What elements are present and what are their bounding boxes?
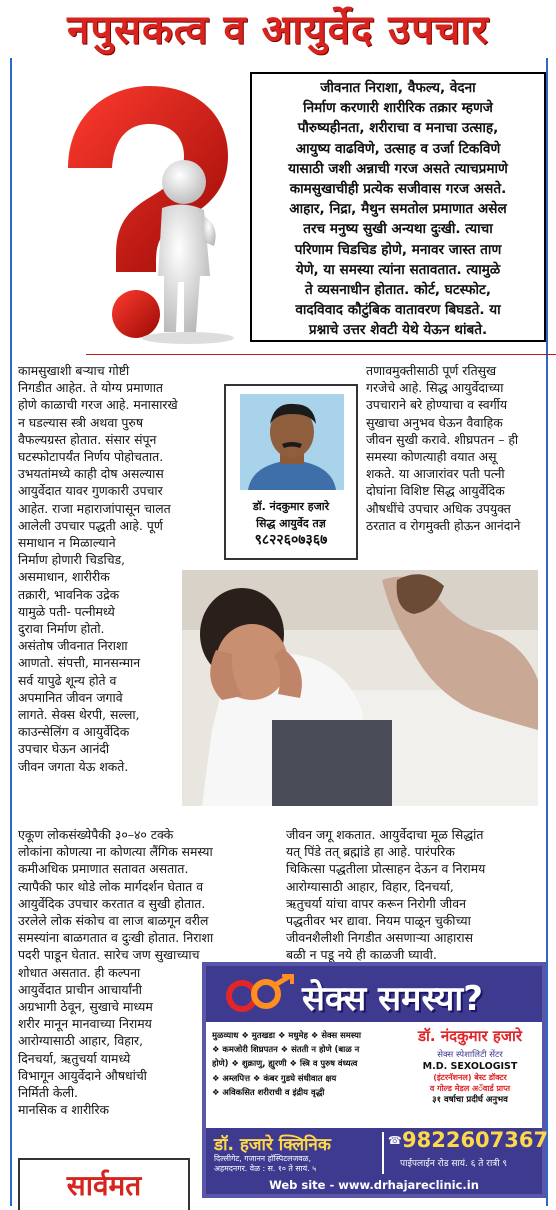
- article-line: सुखाचा अनुभव घेऊन वैवाहिक: [366, 414, 503, 430]
- article-line: उपचाराने बरे होण्याचा व स्वर्गीय: [366, 397, 508, 413]
- article-line: आणतो. संपत्ती, मानसन्मान: [18, 655, 141, 671]
- ad-degree: M.D. SEXOLOGIST: [422, 1061, 518, 1072]
- author-card: [224, 384, 358, 560]
- article-line: दुरावा निर्माण होतो.: [18, 621, 105, 637]
- article-line: कमीअधिक प्रमाणात सतावत असतात.: [18, 861, 189, 877]
- article-line: असंतोष जीवनात निराशा: [18, 638, 128, 654]
- ad-clinic-name: डॉ. हजारे क्लिनिक: [214, 1135, 331, 1155]
- article-line: समस्या कोणत्याही वयात असू: [366, 449, 497, 465]
- ad-website: Web site - www.drhajareclinic.in: [269, 1178, 479, 1192]
- article-line: आरोग्यासाठी आहार, विहार,: [18, 1033, 144, 1049]
- article-line: यत् पिंडे तत् ब्रह्मांडे हा आहे. पारंपरिक: [286, 844, 455, 860]
- article-line: पद्धतीवर भर द्यावा. नियम पाळून चुकीच्या: [286, 913, 471, 929]
- intro-line: कामसुखाचीही प्रत्येक सजीवास गरज असते.: [289, 181, 507, 198]
- article-line: औषधींचे उपचार अधिक उपयुक्त: [366, 500, 511, 516]
- intro-line: परिणाम चिडचिड होणे, मनावर जास्त ताण: [294, 241, 502, 258]
- ad-service-line: ❖ अम्लपित्त ❖ कंबर गुडघे संधीवात क्षय: [212, 1072, 337, 1083]
- ad-center: सेक्स स्पेशालिटी सेंटर: [437, 1050, 503, 1060]
- article-line: उपचार घेऊन आनंदी: [18, 741, 110, 757]
- ad-doctor-block: [398, 1026, 542, 1105]
- article-line: निर्मिती केली.: [18, 1085, 78, 1101]
- article-line: गरजेचे आहे. सिद्ध आयुर्वेदाच्या: [366, 380, 504, 396]
- article-line: घटस्फोटापर्यंत निर्णय पोहोचतात.: [18, 449, 164, 465]
- ad-award-line: (इंटरनॅशनल) बेस्ट डॉक्टर: [433, 1073, 507, 1082]
- article-line: आयुर्वेदात यावर गुणकारी उपचार: [18, 483, 163, 499]
- article-line: निगडीत आहेत. ते योग्य प्रमाणात: [18, 380, 163, 396]
- article-line: ठरतात व रोगमुक्ती होऊन आनंदाने: [366, 517, 521, 533]
- intro-line: पौरुष्यहीनता, शरीराचा व मनाचा उत्साह,: [297, 120, 499, 137]
- intro-line: आहार, निद्रा, मैथुन समतोल प्रमाणात असेल: [289, 201, 507, 218]
- divider-rule: [86, 354, 556, 355]
- newspaper-logo: [18, 1158, 190, 1210]
- ad-divider: [382, 1132, 384, 1174]
- article-line: आरोग्यासाठी आहार, विहार, दिनचर्या,: [286, 878, 454, 894]
- gender-symbol-icon: [220, 974, 296, 1022]
- newspaper-logo-text: सार्वमत: [66, 1169, 142, 1202]
- ad-address-line: दिल्लीगेट, गजानन हॉस्पिटलजवळ,: [214, 1154, 311, 1163]
- article-line: चिकित्सा पद्धतीला प्रोत्साहन देऊन व निरामय: [286, 861, 486, 877]
- article-line: जीवन जगू शकतात. आयुर्वेदाचा मूळ सिद्धांत: [286, 827, 484, 842]
- intro-line: आयुष्य वाढविणे, उत्साह व उर्जा टिकविणे: [295, 140, 501, 157]
- intro-line: प्रश्नाचे उत्तर शेवटी येथे येऊन थांबते.: [308, 322, 488, 339]
- headline: नपुसकत्व व आयुर्वेद उपचार: [67, 7, 489, 53]
- author-phone: ९८२२६०७३६७: [254, 532, 328, 548]
- article-line: अपमानित जीवन जगावे: [18, 689, 123, 705]
- article-line: समाधान न मिळाल्याने: [18, 535, 116, 551]
- article-line: दोघांना विशिष्ट सिद्ध आयुर्वेदिक: [366, 483, 505, 499]
- phone-icon: ☎: [388, 1134, 402, 1147]
- clinic-advertisement: [202, 962, 549, 1198]
- ad-experience: ३१ वर्षाचा प्रदीर्घ अनुभव: [432, 1095, 508, 1105]
- ad-service-line: ❖ अविकसित शरीराची व इंद्रीय वृद्धी: [212, 1086, 325, 1097]
- article-line: वैफल्यग्रस्त होतात. संसार संपून: [18, 431, 157, 447]
- ad-branch: पाईपलाईन रोड सायं. ६ ते रात्री ९: [400, 1159, 508, 1169]
- ad-service-line: ❖ कमजोरी शिघ्रपतन ❖ संतती न होणे (बाळ न: [212, 1044, 360, 1055]
- article-line: बळी न पडू नये ही काळजी घ्यावी.: [286, 947, 437, 963]
- article-line: आयुर्वेदात प्राचीन आचार्यांनी: [18, 981, 142, 997]
- article-line: काउन्सेलिंग व आयुर्वेदिक: [18, 724, 130, 740]
- article-line: जीवन जगता येऊ शकते.: [18, 758, 129, 774]
- author-name: डॉ. नंदकुमार हजारे: [252, 500, 330, 513]
- intro-line: यासाठी जशी अन्नाची गरज असते त्याचप्रमाणे: [288, 160, 508, 177]
- ad-doctor-name: डॉ. नंदकुमार हजारे: [418, 1027, 522, 1045]
- article-line: त्यापैकी फार थोडे लोक मार्गदर्शन घेतात व: [18, 878, 204, 894]
- intro-line: वादविवाद कौटुंबिक वातावरण बिघडते. या: [295, 302, 501, 319]
- article-line: लोकांना कोणत्या ना कोणत्या लैंगिक समस्या: [18, 844, 213, 860]
- article-line: समस्यांना बाळगतात व दुःखी होतात. निराशा: [18, 930, 214, 946]
- ad-service-list: [212, 1028, 398, 1099]
- article-line: आयुर्वेदिक उपचार करतात व सुखी होतात.: [18, 895, 206, 911]
- intro-line: तरच मनुष्य सुखी अन्यथा दुःखी. त्याचा: [303, 221, 493, 238]
- ad-award: [398, 1072, 542, 1094]
- article-line: कामसुखाशी बऱ्याच गोष्टी: [18, 363, 130, 378]
- article-line: शरीर मानून मानवाच्या निरामय: [18, 1016, 152, 1032]
- ad-award-line: व गोल्ड मेडल अॅवार्ड प्राप्त: [429, 1084, 511, 1093]
- article-bottom-right: [286, 826, 548, 964]
- article-line: शोधात असतात. ही कल्पना: [18, 964, 141, 980]
- article-line: होणे काळाची गरज आहे. मनासारखे: [18, 397, 178, 413]
- article-line: आहेत. राजा महाराजांपासून चालत: [18, 500, 171, 516]
- article-line: मानसिक व शारीरिक: [18, 1102, 110, 1118]
- intro-line: ते व्यसनाधीन होतात. कोर्ट, घटस्फोट,: [305, 282, 491, 299]
- article-line: शकते. या आजारांवर पती पत्नी: [366, 466, 505, 482]
- ad-title: सेक्स समस्या?: [302, 979, 483, 1019]
- author-details: [226, 498, 356, 549]
- article-line: उरलेले लोक संकोच वा लाज बाळगून वरील: [18, 913, 209, 929]
- article-line: तणावमुक्तीसाठी पूर्ण रतिसुख: [366, 363, 497, 378]
- article-line: विभागून आयुर्वेदाने औषधांची: [18, 1067, 147, 1083]
- ad-address-line: अहमदनगर. वेळ : स. १० ते सायं. ५: [214, 1164, 317, 1173]
- question-mark-illustration: [28, 76, 246, 346]
- ad-footer: [206, 1128, 549, 1194]
- ad-service-line: मुळव्याध ❖ मुतखडा ❖ मधुमेह ❖ सेक्स समस्या: [212, 1030, 362, 1040]
- intro-box: [250, 72, 546, 342]
- ad-phone: 9822607367: [402, 1128, 549, 1152]
- article-line: न घडल्यास स्त्री अथवा पुरुष: [18, 414, 143, 430]
- article-line: सर्व यापुढे शून्य होते व: [18, 672, 117, 688]
- article-line: आलेली उपचार पद्धती आहे. पूर्ण: [18, 517, 163, 533]
- article-line: यामुळे पती- पत्नीमध्ये: [18, 603, 115, 619]
- intro-line: निर्माण करणारी शारीरिक तक्रार म्हणजे: [303, 100, 493, 117]
- article-line: जीवनशैलीशी निगडीत असणाऱ्या आहारास: [286, 930, 473, 946]
- article-line: पदरी पाडून घेतात. सारेच जण सुखाच्याच: [18, 947, 200, 963]
- article-line: उभयतांमध्ये काही दोष असल्यास: [18, 466, 164, 482]
- article-line: अग्रभागी ठेवून, सुखाचे माध्यम: [18, 999, 153, 1015]
- author-title: सिद्ध आयुर्वेद तज्ञ: [256, 517, 326, 530]
- intro-line: येणे, या समस्या त्यांना सतावतात. त्यामुळे: [295, 261, 501, 278]
- couple-photo: [182, 570, 538, 806]
- article-column-right: [366, 362, 550, 534]
- ad-service-line: होणे) ❖ शुक्राणु, ह्युरणी ❖ स्त्रि व पुरुष वंध्यत्व: [212, 1058, 358, 1069]
- article-line: ऋतुचर्या यांचा वापर करून निरोगी जीवन: [286, 895, 467, 911]
- article-line: असमाधान, शारीरीक: [18, 569, 110, 585]
- ad-banner: [206, 966, 542, 1022]
- article-line: जीवन सुखी करावे. शीघ्रपतन – ही: [366, 431, 519, 447]
- author-photo: [240, 394, 344, 490]
- article-line: दिनचर्या, ऋतुचर्या यामध्ये: [18, 1050, 131, 1066]
- article-line: तक्रारी, भावनिक उद्रेक: [18, 586, 120, 602]
- article-line: निर्माण होणारी चिडचिड,: [18, 552, 126, 568]
- intro-line: जीवनात निराशा, वैफल्य, वेदना: [320, 80, 476, 96]
- ad-address: [214, 1154, 316, 1174]
- article-line: एकूण लोकसंख्येपैकी ३०–४० टक्के: [18, 827, 174, 842]
- article-line: लागते. सेक्स थेरपी, सल्ला,: [18, 707, 140, 723]
